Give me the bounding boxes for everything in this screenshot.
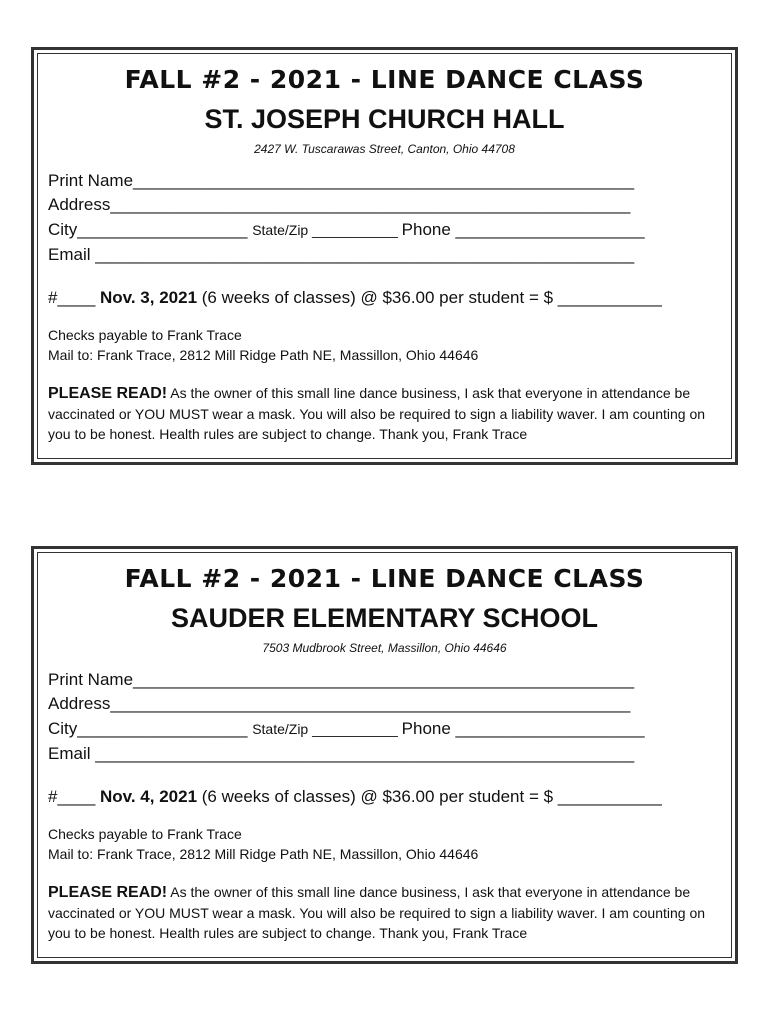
- order-line: [48, 288, 662, 308]
- notice-lead: PLEASE READ!: [48, 884, 168, 901]
- notice-text: As the owner of this small line dance business, I ask that everyone in attendance be vaccinated or YOU MUST wear a mask. You will also be required to sign a liability waver. I am counting on you to be honest. Health rules are subject to change. Thank you, Frank Trace: [48, 884, 706, 941]
- phone-field[interactable]: Phone ____________________: [401, 719, 645, 738]
- form-inner-border: [37, 53, 732, 459]
- email-field[interactable]: Email _________________________________________________________: [48, 245, 635, 264]
- quantity-field[interactable]: #____: [48, 288, 100, 307]
- address-field[interactable]: Address_______________________________________________________: [48, 195, 631, 214]
- mail-to: Mail to: Frank Trace, 2812 Mill Ridge Path NE, Massillon, Ohio 44646: [48, 347, 479, 363]
- venue-address: 2427 W. Tuscarawas Street, Canton, Ohio 44708: [254, 142, 515, 156]
- state-zip-field[interactable]: State/Zip ___________: [252, 721, 402, 737]
- price-text: (6 weeks of classes) @ $36.00 per student = $ ___________: [197, 787, 662, 806]
- notice-text: As the owner of this small line dance business, I ask that everyone in attendance be vaccinated or YOU MUST wear a mask. You will also be required to sign a liability waver. I am counting on you to be honest. Health rules are subject to change. Thank you, Frank Trace: [48, 385, 706, 442]
- venue-name: SAUDER ELEMENTARY SCHOOL: [170, 603, 599, 633]
- notice-paragraph: [48, 383, 728, 444]
- form-title: FALL #2 - 2021 - LINE DANCE CLASS: [124, 564, 645, 593]
- class-date: Nov. 3, 2021: [100, 288, 198, 307]
- phone-field[interactable]: Phone ____________________: [401, 220, 645, 239]
- registration-form-st-joseph: [31, 47, 738, 465]
- checks-payable: Checks payable to Frank Trace: [48, 327, 242, 343]
- city-state-phone-row: [48, 719, 645, 739]
- city-state-phone-row: [48, 220, 645, 240]
- quantity-field[interactable]: #____: [48, 787, 100, 806]
- print-name-field[interactable]: Print Name_____________________________________________________: [48, 670, 635, 689]
- registration-form-sauder: [31, 546, 738, 964]
- state-zip-field[interactable]: State/Zip ___________: [252, 222, 402, 238]
- city-field[interactable]: City__________________: [48, 220, 253, 239]
- city-field[interactable]: City__________________: [48, 719, 253, 738]
- venue-name: ST. JOSEPH CHURCH HALL: [204, 104, 565, 134]
- print-name-field[interactable]: Print Name_____________________________________________________: [48, 171, 635, 190]
- class-date: Nov. 4, 2021: [100, 787, 198, 806]
- notice-paragraph: [48, 882, 728, 943]
- venue-address: 7503 Mudbrook Street, Massillon, Ohio 44646: [262, 641, 507, 655]
- price-text: (6 weeks of classes) @ $36.00 per student = $ ___________: [197, 288, 662, 307]
- checks-payable: Checks payable to Frank Trace: [48, 826, 242, 842]
- form-inner-border: [37, 552, 732, 958]
- form-title: FALL #2 - 2021 - LINE DANCE CLASS: [124, 65, 645, 94]
- order-line: [48, 787, 662, 807]
- notice-lead: PLEASE READ!: [48, 385, 168, 402]
- email-field[interactable]: Email _________________________________________________________: [48, 744, 635, 763]
- address-field[interactable]: Address_______________________________________________________: [48, 694, 631, 713]
- mail-to: Mail to: Frank Trace, 2812 Mill Ridge Path NE, Massillon, Ohio 44646: [48, 846, 479, 862]
